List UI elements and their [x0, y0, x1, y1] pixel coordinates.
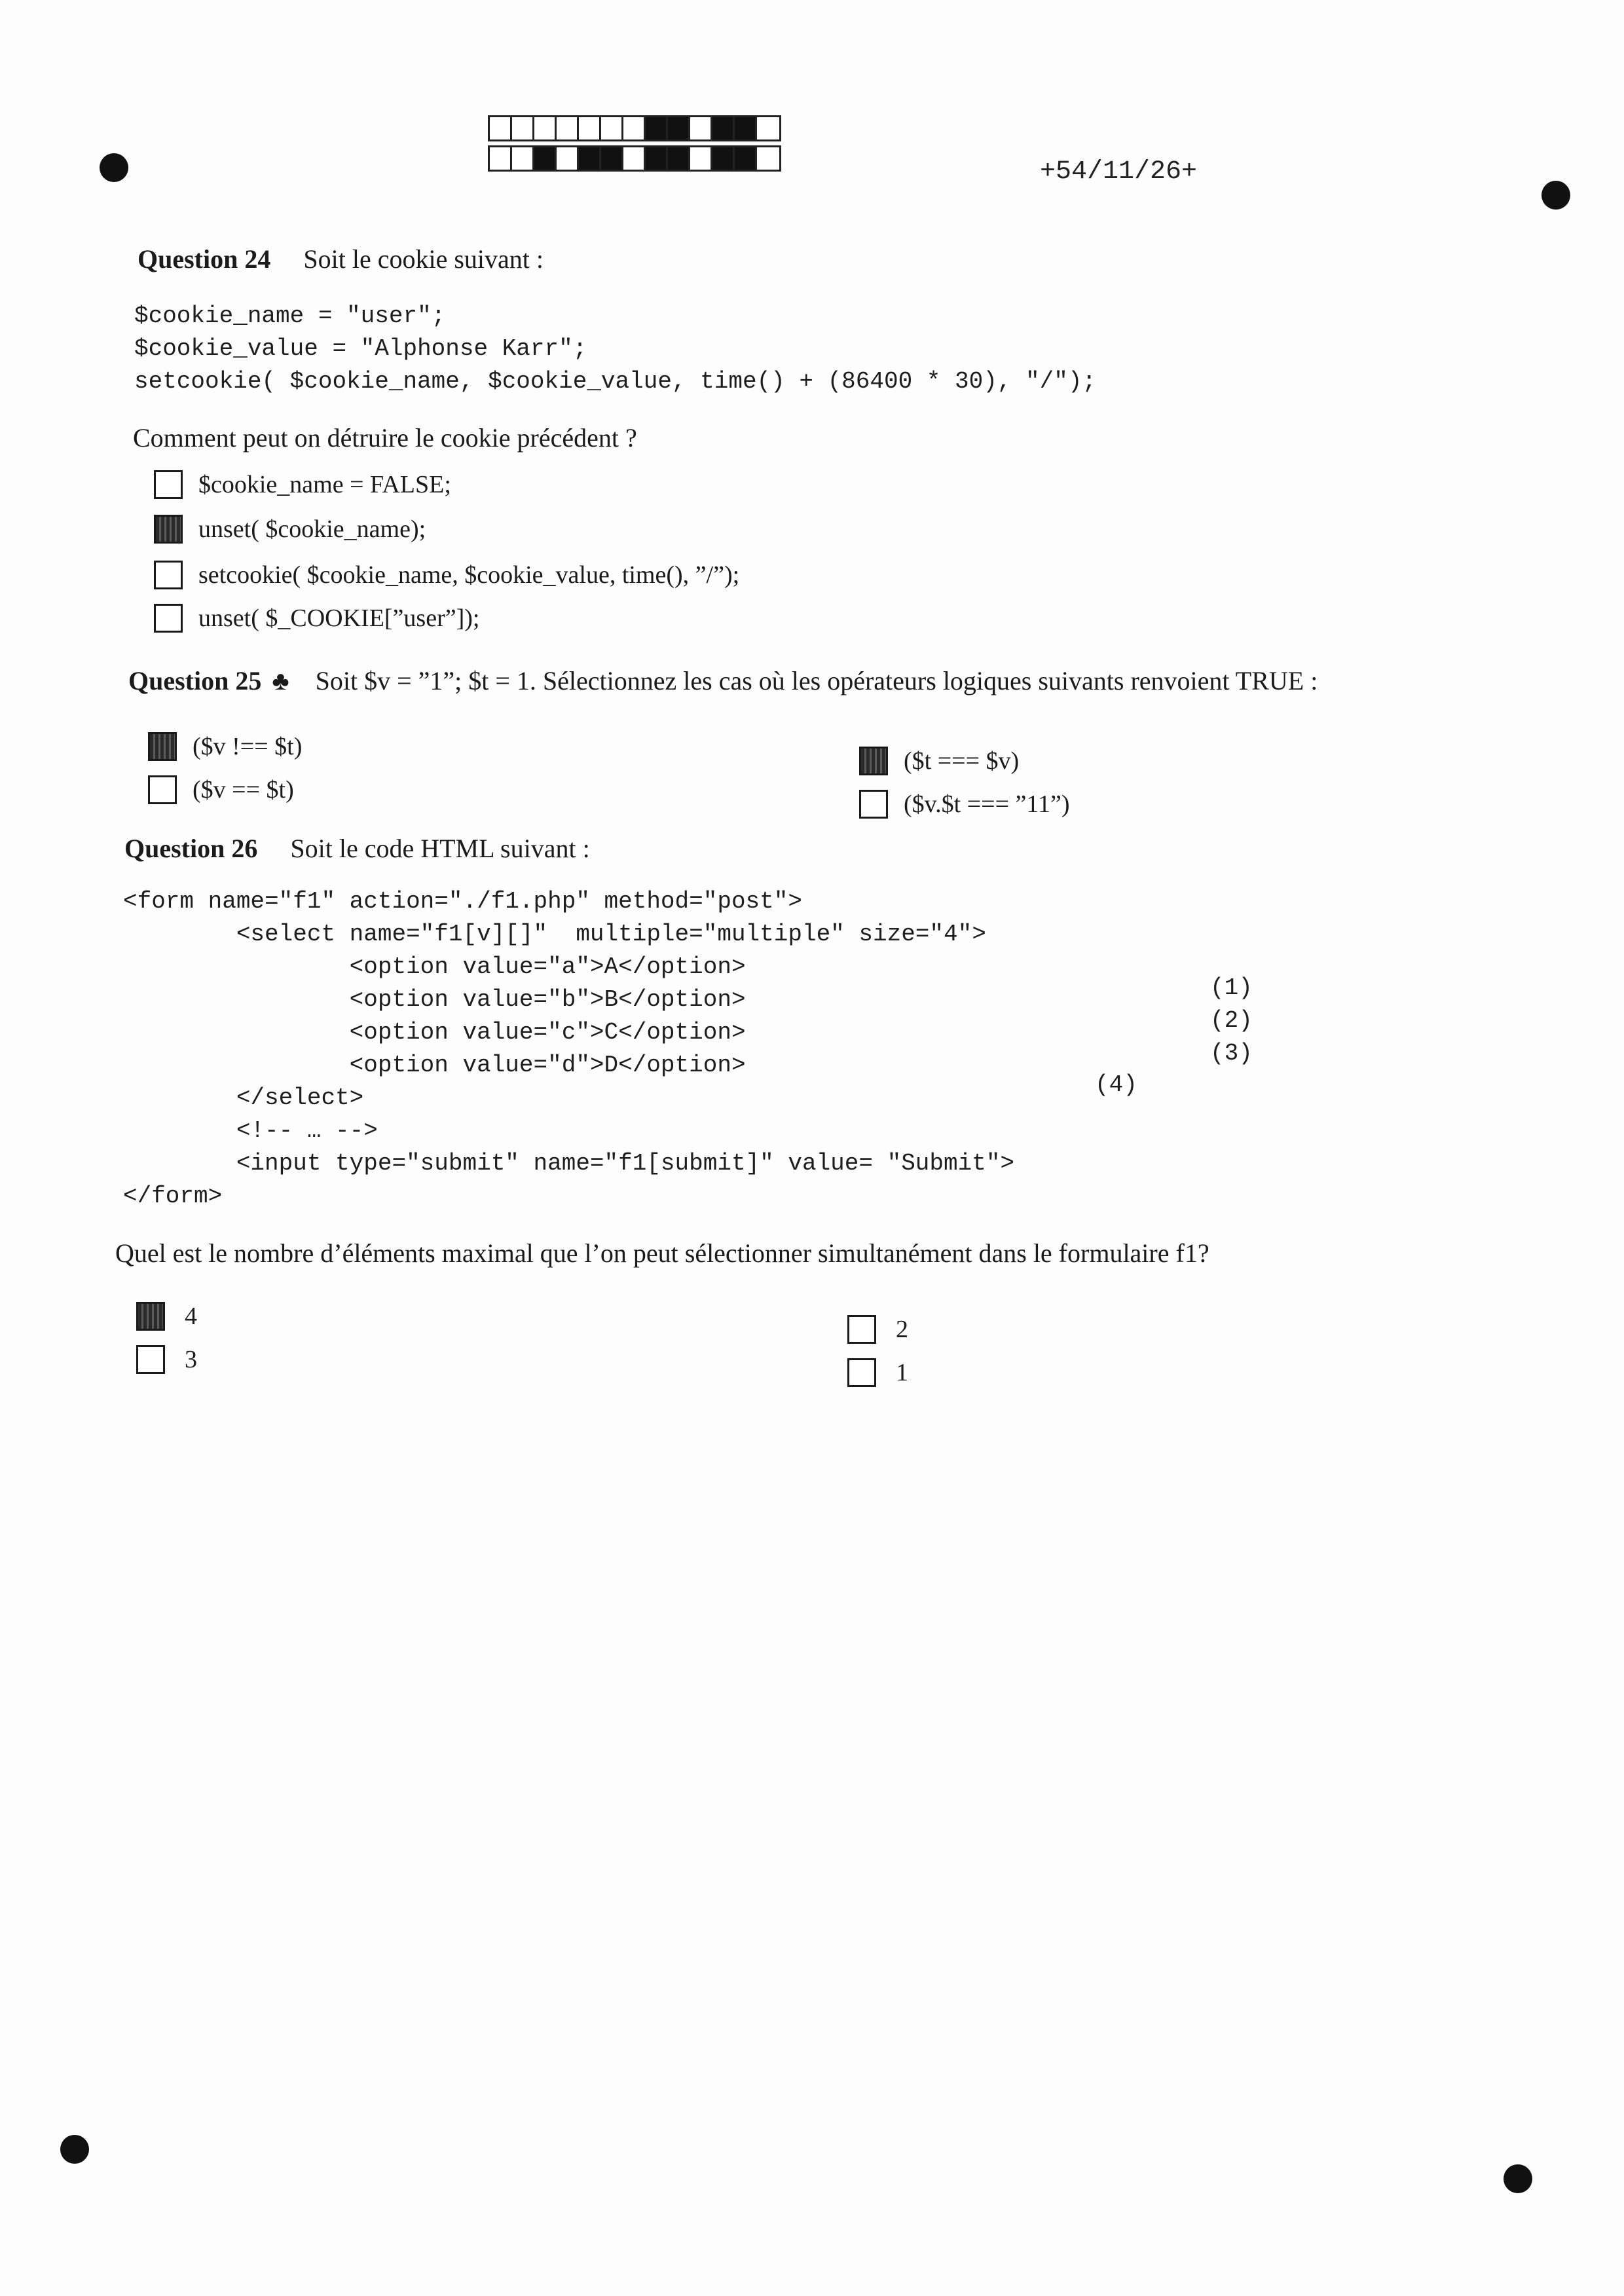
- barcode-cell: [512, 147, 534, 170]
- barcode-cell: [757, 117, 779, 139]
- barcode-cell: [668, 147, 690, 170]
- code-line: <option value="b">B</option>: [123, 986, 746, 1013]
- question-24-question: Comment peut on détruire le cookie précédent ?: [133, 423, 637, 453]
- barcode-cell: [534, 147, 557, 170]
- checkbox-checked[interactable]: [859, 747, 888, 775]
- q24-answer-2[interactable]: [154, 515, 426, 544]
- barcode-cell: [601, 117, 623, 139]
- barcode-cell: [735, 147, 757, 170]
- answer-label: unset( $cookie_name);: [198, 515, 426, 543]
- barcode-row-1: [488, 115, 781, 141]
- club-icon: ♣: [272, 666, 289, 695]
- code-marker-4: (4): [1095, 1071, 1137, 1098]
- barcode-cell: [534, 117, 557, 139]
- q25-answer-4[interactable]: [859, 790, 1070, 819]
- answer-label: ($v !== $t): [193, 733, 303, 760]
- code-line: <select name="f1[v][]" multiple="multiple" size="4">: [123, 921, 986, 948]
- question-26-question: Quel est le nombre d’éléments maximal que l’on peut sélectionner simultanément dans le formulaire f1?: [115, 1238, 1209, 1268]
- q26-answer-1[interactable]: [136, 1302, 197, 1331]
- code-marker-1: (1): [1210, 974, 1253, 1001]
- barcode-cell: [512, 117, 534, 139]
- checkbox[interactable]: [136, 1345, 165, 1374]
- q25-answer-1[interactable]: [148, 732, 302, 761]
- code-line: <option value="c">C</option>: [123, 1019, 746, 1046]
- code-line: $cookie_value = "Alphonse Karr";: [134, 335, 587, 362]
- barcode-cell: [690, 147, 712, 170]
- question-24-header: [138, 244, 544, 274]
- code-line: setcookie( $cookie_name, $cookie_value, time() + (86400 * 30), "/");: [134, 368, 1097, 395]
- code-line: <input type="submit" name="f1[submit]" value= "Submit">: [123, 1150, 1015, 1177]
- checkbox-checked[interactable]: [136, 1302, 165, 1331]
- checkbox[interactable]: [154, 470, 183, 499]
- question-26-header: [124, 833, 590, 864]
- code-line: </form>: [123, 1183, 223, 1210]
- checkbox[interactable]: [154, 604, 183, 633]
- question-prompt: Soit $v = ”1”; $t = 1. Sélectionnez les cas où les opérateurs logiques suivants renvoient TRUE :: [315, 666, 1318, 695]
- registration-mark-bottom-right: [1504, 2164, 1532, 2193]
- barcode-cell: [668, 117, 690, 139]
- barcode-cell: [579, 147, 601, 170]
- q26-answer-2[interactable]: [136, 1345, 197, 1374]
- question-prompt: Soit le cookie suivant :: [303, 244, 544, 274]
- barcode-cell: [690, 117, 712, 139]
- code-line: <option value="a">A</option>: [123, 954, 746, 980]
- checkbox-checked[interactable]: [154, 515, 183, 544]
- answer-label: unset( $_COOKIE[”user”]);: [198, 604, 480, 632]
- code-marker-3: (3): [1210, 1040, 1253, 1067]
- question-25-header: [128, 665, 1318, 696]
- code-line: <form name="f1" action="./f1.php" method="post">: [123, 888, 802, 915]
- q24-answer-1[interactable]: [154, 470, 451, 499]
- q25-answer-2[interactable]: [148, 775, 294, 804]
- barcode-cell: [557, 147, 579, 170]
- question-title: Question 24: [138, 244, 271, 274]
- answer-label: ($v.$t === ”11”): [904, 790, 1070, 818]
- checkbox[interactable]: [847, 1358, 876, 1387]
- question-title: Question 25: [128, 666, 262, 695]
- answer-label: 2: [896, 1316, 908, 1343]
- question-26-code: [123, 885, 1014, 1213]
- answer-label: setcookie( $cookie_name, $cookie_value, time(), ”/”);: [198, 561, 740, 589]
- barcode-cell: [757, 147, 779, 170]
- barcode-cell: [712, 147, 735, 170]
- question-title: Question 26: [124, 834, 258, 863]
- barcode-row-2: [488, 145, 781, 172]
- barcode-cell: [712, 117, 735, 139]
- registration-mark-top-right: [1541, 181, 1570, 210]
- answer-label: 3: [185, 1346, 197, 1373]
- answer-label: 1: [896, 1359, 908, 1386]
- q25-answer-3[interactable]: [859, 747, 1019, 775]
- checkbox[interactable]: [859, 790, 888, 819]
- code-marker-2: (2): [1210, 1007, 1253, 1034]
- checkbox[interactable]: [847, 1315, 876, 1344]
- answer-label: $cookie_name = FALSE;: [198, 471, 451, 498]
- barcode-cell: [623, 117, 646, 139]
- registration-mark-top-left: [100, 153, 128, 182]
- question-24-code: [134, 300, 1096, 398]
- code-line: </select>: [123, 1084, 364, 1111]
- barcode-cell: [490, 117, 512, 139]
- checkbox[interactable]: [148, 775, 177, 804]
- checkbox-checked[interactable]: [148, 732, 177, 761]
- barcode-cell: [557, 117, 579, 139]
- answer-label: ($t === $v): [904, 747, 1020, 775]
- q26-answer-4[interactable]: [847, 1358, 908, 1387]
- barcode-cell: [623, 147, 646, 170]
- barcode-cell: [579, 117, 601, 139]
- answer-label: ($v == $t): [193, 776, 294, 804]
- q24-answer-3[interactable]: [154, 561, 739, 589]
- code-line: <!-- … -->: [123, 1117, 378, 1144]
- q26-answer-3[interactable]: [847, 1315, 908, 1344]
- barcode-cell: [601, 147, 623, 170]
- registration-mark-bottom-left: [60, 2135, 89, 2164]
- barcode-cell: [646, 147, 668, 170]
- code-line: <option value="d">D</option>: [123, 1052, 746, 1079]
- code-line: $cookie_name = "user";: [134, 303, 446, 329]
- checkbox[interactable]: [154, 561, 183, 589]
- q24-answer-4[interactable]: [154, 604, 479, 633]
- page-id: +54/11/26+: [1040, 157, 1198, 187]
- question-prompt: Soit le code HTML suivant :: [290, 834, 590, 863]
- answer-label: 4: [185, 1303, 197, 1330]
- barcode-cell: [646, 117, 668, 139]
- barcode-cell: [735, 117, 757, 139]
- barcode-cell: [490, 147, 512, 170]
